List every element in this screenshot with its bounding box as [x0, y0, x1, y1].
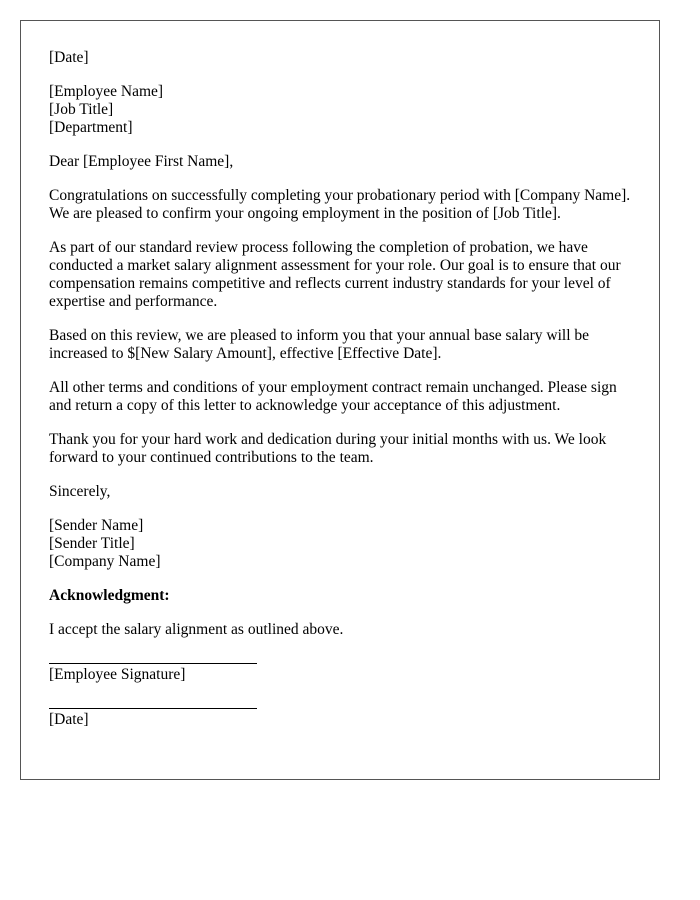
- letter-page: [20, 20, 660, 780]
- employee-signature-line: [49, 663, 257, 664]
- greeting-text: Dear [Employee First Name],: [49, 153, 234, 170]
- acknowledgment-statement-block: [49, 621, 631, 639]
- recipient-job-title: [Job Title]: [49, 101, 114, 118]
- recipient-department: [Department]: [49, 119, 133, 136]
- sender-title: [Sender Title]: [49, 535, 135, 552]
- closing: [49, 483, 631, 501]
- acknowledgment-statement: I accept the salary alignment as outlined above.: [49, 621, 344, 638]
- signature-section: [49, 663, 631, 729]
- signature-date-label: [Date]: [49, 711, 89, 728]
- sender-name: [Sender Name]: [49, 517, 144, 534]
- paragraph-thanks: Thank you for your hard work and dedication during your initial months with us. We look forward to your continued contributions to the team.: [49, 431, 607, 466]
- sender-block: [49, 517, 631, 571]
- signature-date-line: [49, 708, 257, 709]
- paragraph-terms: All other terms and conditions of your employment contract remain unchanged. Please sign and return a copy of this letter to acknowledge your acceptance of this adjustment.: [49, 379, 617, 414]
- sender-company: [Company Name]: [49, 553, 161, 570]
- paragraph-congratulations: Congratulations on successfully completing your probationary period with [Company Name]. We are pleased to confirm your ongoing employment in the position of [Job Title].: [49, 187, 631, 222]
- recipient-block: [49, 83, 631, 137]
- employee-signature-label: [Employee Signature]: [49, 666, 186, 683]
- closing-text: Sincerely,: [49, 483, 111, 500]
- letter-date: [Date]: [49, 49, 89, 66]
- acknowledgment-heading: Acknowledgment:: [49, 587, 170, 604]
- paragraph-review-process: As part of our standard review process following the completion of probation, we have conducted a market salary alignment assessment for your role. Our goal is to ensure that our compensation remains competitive and reflects current industry standards for your level of expertise and performance.: [49, 239, 621, 310]
- acknowledgment-heading-block: [49, 587, 631, 605]
- date-line: [49, 49, 631, 67]
- greeting: [49, 153, 631, 171]
- paragraph-salary-increase: Based on this review, we are pleased to inform you that your annual base salary will be increased to $[New Salary Amount], effective [Effective Date].: [49, 327, 590, 362]
- recipient-name: [Employee Name]: [49, 83, 164, 100]
